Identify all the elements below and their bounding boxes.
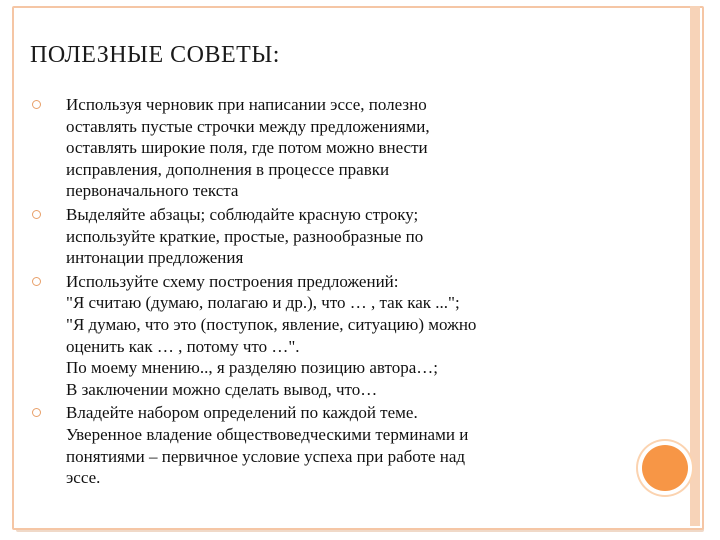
text-line: Используйте схему построения предложений: [66,271,399,291]
text-line: По моему мнению.., я разделяю позицию автора…; [66,358,438,378]
tips-list [30,94,620,491]
bullet-icon [32,210,41,219]
list-item [30,271,620,401]
decorative-side-strip [690,6,700,526]
text-line: В заключении можно сделать вывод, что… [66,379,378,399]
text-line: "Я считаю (думаю, полагаю и др.), что … , так как ..."; [66,293,460,313]
decorative-circle [642,445,688,491]
text-line: оставлять пустые строчки между предложениями, [66,116,430,136]
text-line: интонации предложения [66,248,244,268]
text-line: Владейте набором определений по каждой теме. [66,403,418,423]
bullet-icon [32,277,41,286]
text-line: Выделяйте абзацы; соблюдайте красную строку; [66,204,419,224]
text-line: понятиями – первичное условие успеха при работе над [66,446,466,466]
text-line: Уверенное владение обществоведческими терминами и [66,424,469,444]
bullet-icon [32,408,41,417]
text-line: исправления, дополнения в процессе правки [66,159,390,179]
text-line: оставлять широкие поля, где потом можно внести [66,138,428,158]
bullet-icon [32,100,41,109]
text-line: Используя черновик при написании эссе, полезно [66,95,427,114]
list-item [30,402,620,488]
text-line: оценить как … , потому что …". [66,336,300,356]
text-line: первоначального текста [66,181,239,201]
slide-title: ПОЛЕЗНЫЕ СОВЕТЫ: [30,42,280,68]
list-item [30,94,620,202]
list-item [30,204,620,269]
text-line: "Я думаю, что это (поступок, явление, ситуацию) можно [66,314,477,334]
text-line: используйте краткие, простые, разнообразные по [66,226,424,246]
text-line: эссе. [66,468,101,488]
